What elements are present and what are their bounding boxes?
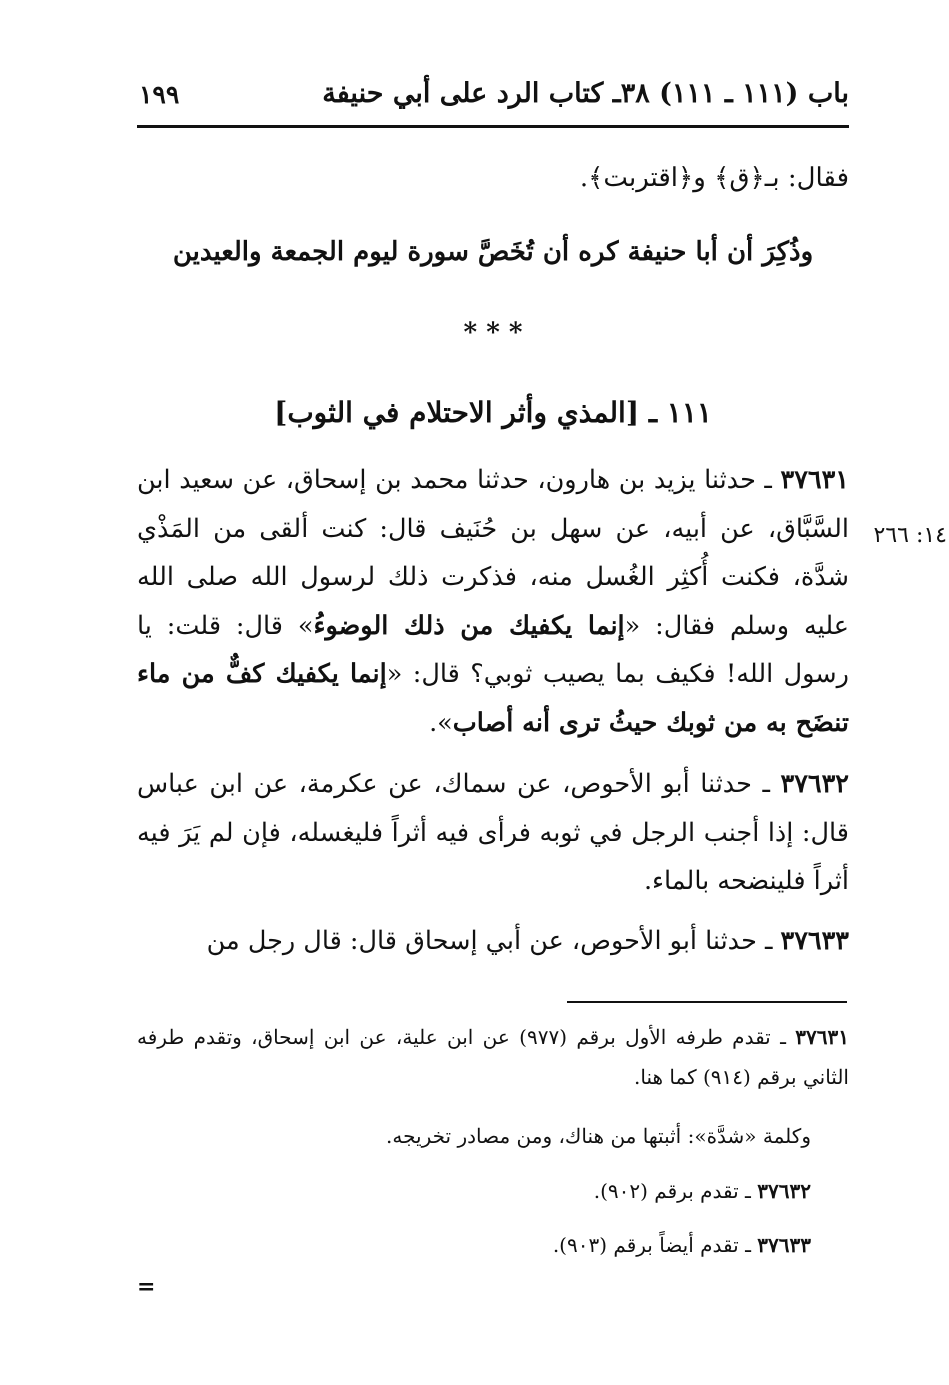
hadith-number: ٣٧٦٣٢ xyxy=(780,769,849,799)
hadith-paragraph xyxy=(137,917,849,966)
footnote-number: ٣٧٦٣٢ xyxy=(757,1179,811,1203)
footnote-number: ٣٧٦٣٣ xyxy=(757,1233,811,1257)
footnote-text: وكلمة «شدَّة»: أثبتها من هناك، ومن مصادر تخريجه. xyxy=(386,1124,811,1148)
footnote-text: ـ تقدم أيضاً برقم (٩٠٣). xyxy=(552,1233,758,1257)
footnote-number: ٣٧٦٣١ xyxy=(795,1025,849,1049)
margin-reference: ١٤: ٢٦٦ xyxy=(873,523,947,548)
header-title: باب (١١١ ـ ١١١) ٣٨ـ كتاب الرد على أبي حنيفة xyxy=(322,78,849,109)
footnote xyxy=(137,1116,849,1156)
continuation-mark: = xyxy=(137,1274,156,1300)
footnote-text: ـ تقدم طرفه الأول برقم (٩٧٧) عن ابن علية، عن ابن إسحاق، وتقدم طرفه الثاني برقم (٩١٤) كما هنا. xyxy=(137,1025,849,1089)
page-number: ١٩٩ xyxy=(139,80,180,109)
hadith-text: ـ حدثنا يزيد بن هارون، حدثنا محمد بن إسحاق، عن سعيد ابن السَّبَّاق، عن أبيه، عن سهل بن حُنَيف قال: كنت ألقى من المَذْي شدَّة، فكنت أُكثِر الغُسل منه، فذكرت ذلك لرسول الله صلى الله عليه وسلم فقال: « xyxy=(137,465,849,641)
footnote-text: ـ تقدم برقم (٩٠٢). xyxy=(593,1179,758,1203)
intro-line: فقال: بـ﴿ق﴾ و﴿اقتربت﴾. xyxy=(579,163,849,193)
statement: وذُكِرَ أن أبا حنيفة كره أن تُخَصَّ سورة ليوم الجمعة والعيدين xyxy=(172,237,814,267)
footnote-rule xyxy=(567,1001,847,1003)
hadith-text: ». xyxy=(429,707,453,738)
footnote xyxy=(137,1171,849,1211)
hadith-text: ـ حدثنا أبو الأحوص، عن أبي إسحاق قال: قال رجل من xyxy=(206,926,781,956)
hadith-paragraph xyxy=(137,760,849,906)
separator: * * * xyxy=(463,318,523,348)
footnote xyxy=(137,1017,849,1097)
hadith-text: ـ حدثنا أبو الأحوص، عن سماك، عن عكرمة، عن ابن عباس قال: إذا أجنب الرجل في ثوبه فرأى فيه أثراً فليغسله، فإن لم يَرَ فيه أثراً فلينضحه بالماء. xyxy=(137,769,849,896)
hadith-quote: إنما يكفيك من ذلك الوضوءُ xyxy=(313,610,625,641)
hadith-number: ٣٧٦٣١ xyxy=(780,465,849,495)
hadith-paragraph xyxy=(137,456,849,747)
hadith-number: ٣٧٦٣٣ xyxy=(780,926,849,956)
footnote xyxy=(137,1225,849,1265)
hadith-text: » قال: قلت: يا رسول الله! فكيف بما يصيب ثوبي؟ قال: « xyxy=(137,610,849,689)
running-header xyxy=(137,78,849,120)
section-heading: ١١١ ـ [المذي وأثر الاحتلام في الثوب] xyxy=(274,396,712,429)
hadith-quote: إنما يكفيك كفٌّ من ماء تنضَح به من ثوبك حيثُ ترى أنه أصاب xyxy=(137,659,849,738)
header-rule xyxy=(137,125,849,128)
